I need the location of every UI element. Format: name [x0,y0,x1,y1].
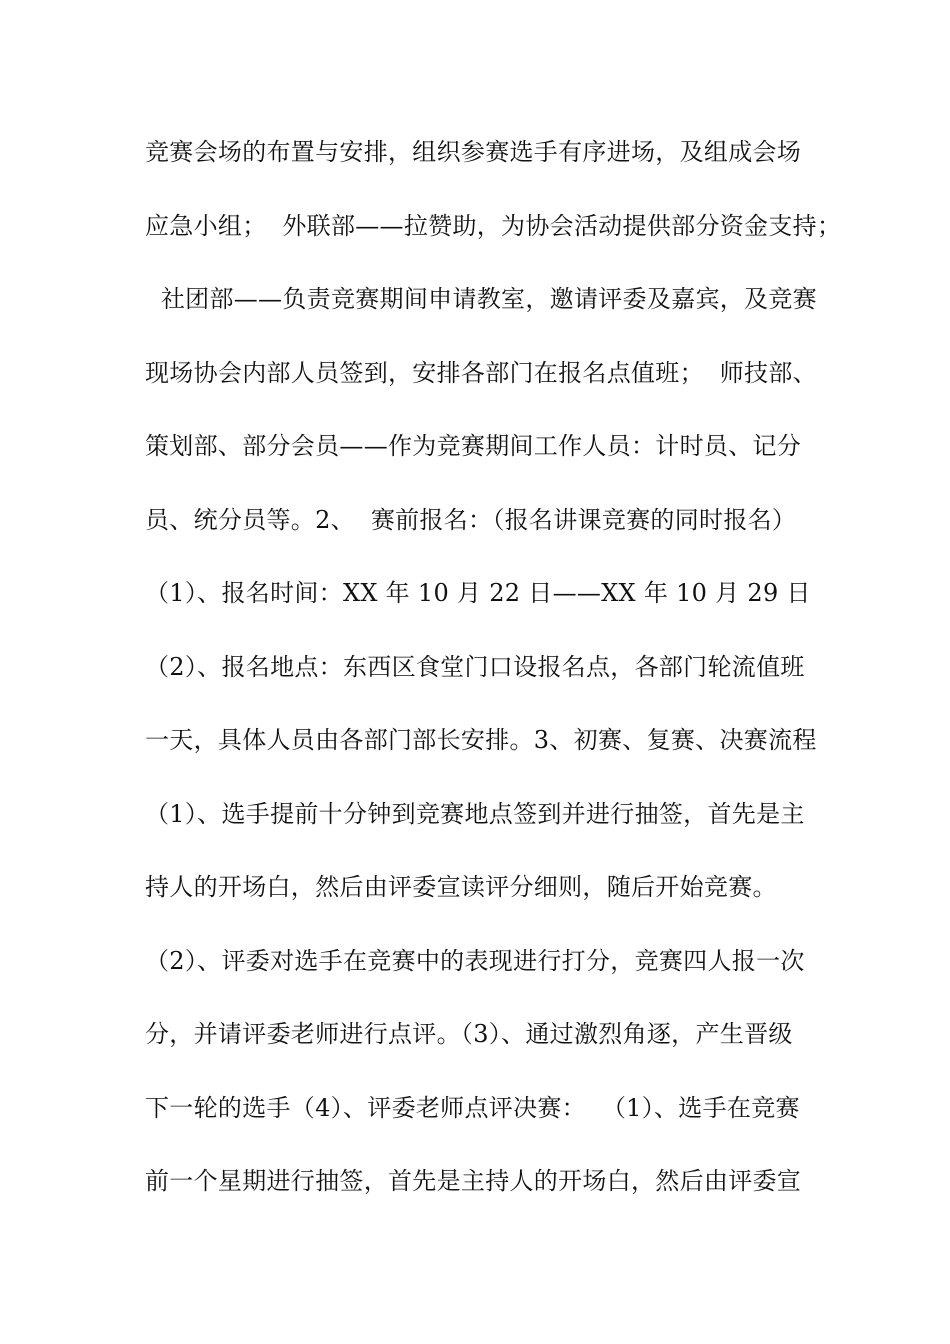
text-line: 现场协会内部人员签到，安排各部门在报名点值班； 师技部、 [145,358,817,387]
body-text [145,130,842,1233]
text-line: 策划部、部分会员——作为竞赛期间工作人员：计时员、记分 [145,432,802,460]
text-line: 下一轮的选手（4）、评委老师点评决赛： （1）、选手在竞赛 [145,1093,800,1122]
text-line: 员、统分员等。2、 赛前报名：（报名讲课竞赛的同时报名） [145,505,797,534]
text-line: 一天，具体人员由各部门部长安排。3、初赛、复赛、决赛流程 [145,726,817,754]
text-line: 应急小组； 外联部——拉赞助，为协会活动提供部分资金支持； [145,211,842,240]
text-line: （2）、评委对选手在竞赛中的表现进行打分，竞赛四人报一次 [145,946,805,975]
text-line: 竞赛会场的布置与安排，组织参赛选手有序进场，及组成会场 [145,138,802,166]
text-line: 分，并请评委老师进行点评。（3）、通过激烈角逐，产生晋级 [145,1020,793,1048]
text-line: 前一个星期进行抽签，首先是主持人的开场白，然后由评委宣 [145,1167,802,1195]
text-line: （1）、报名时间：XX 年 10 月 22 日——XX 年 10 月 29 日 [145,579,811,607]
text-line: 社团部——负责竞赛期间申请教室，邀请评委及嘉宾，及竞赛 [145,285,817,313]
text-line: （1）、选手提前十分钟到竞赛地点签到并进行抽签，首先是主 [145,799,805,828]
text-line: 持人的开场白，然后由评委宣读评分细则，随后开始竞赛。 [145,873,777,901]
text-line: （2）、报名地点：东西区食堂门口设报名点，各部门轮流值班 [145,652,805,681]
